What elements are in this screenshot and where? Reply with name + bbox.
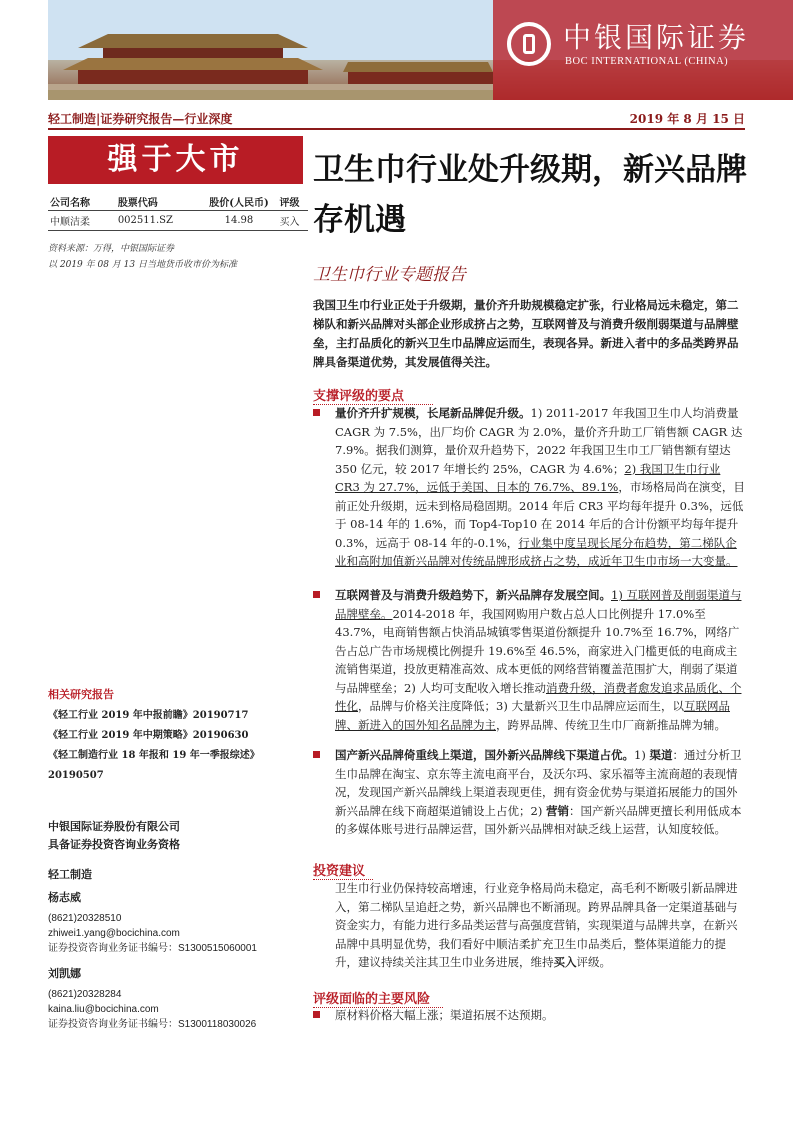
invest-tail: 评级。 [576, 955, 611, 969]
analyst-card [48, 966, 303, 1032]
analyst-phone: (8621)20328284 [48, 989, 122, 1000]
related-list [48, 706, 303, 786]
bullet-square-icon [313, 751, 320, 758]
abstract: 我国卫生巾行业正处于升级期，量价齐升助规模稳定扩张，行业格局远未稳定，第二梯队和新兴品牌对头部企业形成挤占之势，互联网普及与消费升级削弱渠道与品牌壁垒，主打品质化的新兴卫生巾品牌应运而生，表现各异。新进入者中的多品类跨界品牌具备渠道优势，其发展值得关注。 [313, 298, 739, 369]
point-text: 2014-2018 年，我国网购用户数占总人口比例提升 17.0%至 43.7%，电商销售额占快消品城镇零售渠道份额提升 10.7%至 16.7%，网络广告占总广告市场规模比例提升 19.6%至 46.5%，商家进入门槛更低的电商成主流销售渠道，投放更精准高效、成本更低的网络营销覆盖范围扩大，削弱了渠道与品牌壁垒；2) 人均可支配收入增长推动 [335, 606, 740, 695]
price-note: 以 2019 年 08 月 13 日当地货币收市价为标准 [48, 260, 237, 270]
invest-body: 卫生巾行业仍保持较高增速，行业竞争格局尚未稳定，高毛利不断吸引新品牌进入，第二梯队呈追赶之势，新兴品牌也不断涌现。跨界品牌具备一定渠道基础与资金实力，有能力进行多品类运营与高强度营销，实现渠道与品牌共享，在新兴品牌中具明显优势，我们看好中顺洁柔扩充卫生巾品类后，整体渠道能力的提升，建议持续关注其卫生巾业务进展，维持 [335, 881, 738, 969]
point-lead: 量价齐升扩规模，长尾新品牌促升级。 [335, 406, 531, 420]
col-rating: 评级 [279, 198, 300, 209]
analyst-license: 证券投资咨询业务证书编号：S1300118030026 [48, 1019, 257, 1030]
point-text: ，品牌与价格关注度降低；3) 大量新兴卫生巾品牌应运而生，以 [358, 699, 684, 713]
sector-label: 轻工制造 [48, 868, 92, 881]
related-item[interactable]: 《轻工制造行业 18 年报和 19 年一季报综述》20190507 [48, 750, 260, 781]
col-price: 股价(人民币) [209, 198, 269, 209]
point-lead: 互联网普及与消费升级趋势下，新兴品牌存发展空间。 [335, 588, 611, 602]
invest-text [335, 879, 745, 972]
header-banner [48, 0, 793, 100]
point-keyword: 营销 [545, 803, 569, 818]
cell-company: 中顺洁柔 [48, 211, 116, 231]
related-title: 相关研究报告 [48, 688, 114, 701]
brand-name-en: BOC INTERNATIONAL (CHINA) [565, 56, 729, 67]
list-item [313, 746, 745, 839]
point-text: 互联网品牌、新进入的国外知名品牌为主 [335, 699, 730, 732]
analyst-name: 杨志威 [48, 891, 81, 904]
brand-name-cn: 中银国际证券 [563, 21, 750, 54]
invest-heading: 投资建议 [313, 860, 373, 880]
company-name: 中银国际证券股份有限公司 [48, 820, 180, 833]
cell-price: 14.98 [207, 211, 271, 231]
cell-code: 002511.SZ [116, 211, 207, 231]
point-text: 2) 我国卫生巾行业 CR3 为 27.7%，远低于美国、日本的 76.7%、89.1% [335, 461, 721, 494]
list-item [313, 1006, 745, 1025]
related-item[interactable]: 《轻工行业 2019 年中报前瞻》20190717 [48, 710, 249, 721]
col-code: 股票代码 [117, 198, 158, 209]
company-info [48, 818, 303, 854]
bullet-square-icon [313, 591, 320, 598]
table-row [48, 211, 308, 231]
point-text: 1) 2011-2017 年我国卫生巾人均消费量 CAGR 为 7.5%，出厂均价 CAGR 为 2.0%，量价齐升助工厂销售额 CAGR 达 7.9%。据我们测算，量价双升趋势下，2022 年我国卫生巾工厂销售额有望达 350 亿元，较 2017 年增长约 25%，CAGR 为 4.6%； [335, 406, 743, 476]
list-item [313, 586, 745, 734]
report-category: 轻工制造|证券研究报告—行业深度 [48, 112, 233, 126]
boc-logo-icon [507, 22, 551, 66]
point-lead: 国产新兴品牌倚重线上渠道，国外新兴品牌线下渠道占优。 [335, 748, 634, 762]
report-date: 2019 年 8 月 15 日 [629, 112, 745, 126]
analyst-card [48, 890, 303, 956]
analyst-email[interactable]: kaina.liu@bocichina.com [48, 1004, 159, 1015]
point-text: ，跨界品牌、传统卫生巾厂商新推品牌为辅。 [496, 717, 726, 732]
point-keyword: 渠道 [649, 748, 673, 762]
page-subtitle: 卫生巾行业专题报告 [313, 265, 466, 285]
point-text: 1) [634, 748, 650, 762]
cell-rating: 买入 [271, 211, 308, 231]
point-text: ，市场格局尚在演变，目前正处升级期，远未到格局稳固期。2014 年后 CR3 平均每年提升 0.3%，远低于 08-14 年的 1.6%，而 Top4-Top10 在 2014 年后的合计份额平均每年提升 0.3%，远高于 08-14 年的-0.1%， [335, 480, 745, 550]
point-text: 消费升级，消费者愈发追求品质化、个性化 [335, 680, 742, 713]
bullet-square-icon [313, 409, 320, 416]
page-title: 卫生巾行业处升级期，新兴品牌存机遇 [313, 152, 747, 238]
source-note: 资料来源：万得，中银国际证券 [48, 244, 175, 254]
analyst-phone: (8621)20328510 [48, 913, 122, 924]
report-header-line [48, 108, 745, 130]
risk-heading: 评级面临的主要风险 [313, 988, 443, 1008]
point-text: 行业集中度呈现长尾分布趋势，第二梯队企业和高附加值新兴品牌对传统品牌形成挤占之势，成近年卫生巾市场一大变量。 [335, 535, 738, 568]
analyst-email[interactable]: zhiwei1.yang@bocichina.com [48, 928, 180, 939]
rating-badge: 强于大市 [48, 136, 303, 184]
support-heading: 支撑评级的要点 [313, 385, 433, 405]
point-text: ：通过分析卫生巾品牌在淘宝、京东等主流电商平台，及沃尔玛、家乐福等主流商超的表现情况，发现国产新兴品牌线上渠道表现更佳，拥有资金优势与渠道拓展能力的国外新兴品牌在线下商超渠道铺设上占优；2) [335, 748, 742, 818]
list-item [313, 404, 745, 571]
analyst-name: 刘凯娜 [48, 967, 81, 980]
company-license: 具备证券投资咨询业务资格 [48, 838, 180, 851]
invest-rating: 买入 [553, 955, 577, 969]
col-company: 公司名称 [50, 198, 90, 209]
bullet-square-icon [313, 1011, 320, 1018]
analyst-license: 证券投资咨询业务证书编号：S1300515060001 [48, 943, 257, 954]
point-text: 1) 互联网普及削弱渠道与品牌壁垒。 [335, 588, 742, 621]
related-item[interactable]: 《轻工行业 2019 年中期策略》20190630 [48, 730, 249, 741]
point-text: ：国产新兴品牌更擅长利用低成本的多媒体账号进行品牌运营，国外新兴品牌相对缺乏线上运营，认知度较低。 [335, 803, 742, 836]
stock-table [48, 193, 308, 231]
brand-logo [493, 0, 793, 100]
risk-text: 原材料价格大幅上涨；渠道拓展不达预期。 [335, 1008, 554, 1022]
